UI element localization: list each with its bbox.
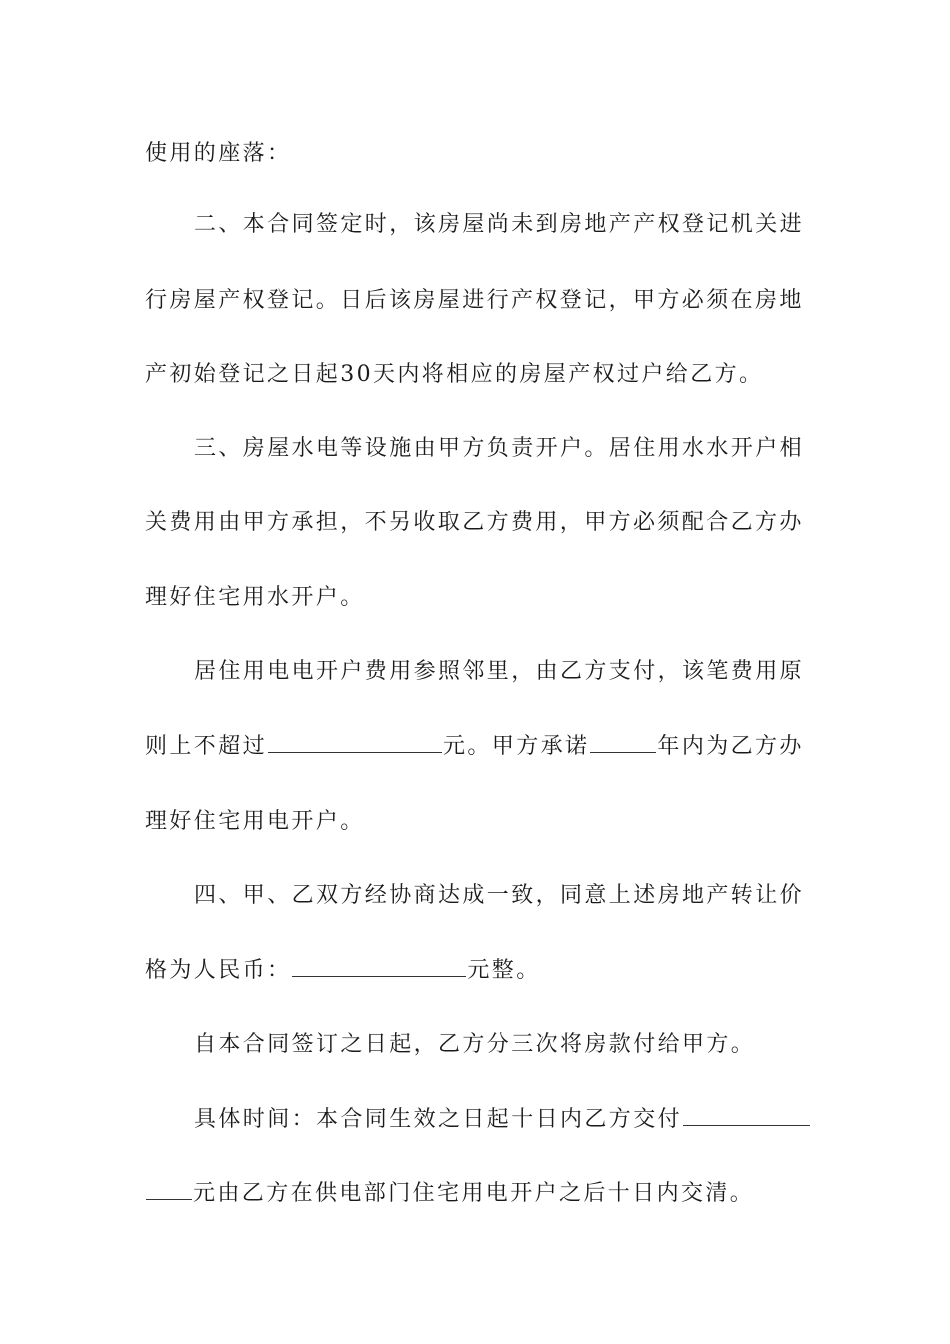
paragraph-4-start: 四、甲、乙双方经协商达成一致，同意上述房地产转让价 (194, 883, 805, 908)
text-line: 理好住宅用电开户。 (145, 809, 365, 834)
text-line: 行房屋产权登记。日后该房屋进行产权登记，甲方必须在房地 (145, 288, 804, 313)
fill-in-blank-first-payment (683, 1107, 810, 1126)
text-line-with-blanks: 则上不超过 元。甲方承诺 年内为乙方办 (145, 734, 804, 759)
paragraph-schedule-start: 具体时间：本合同生效之日起十日内乙方交付 (194, 1105, 810, 1135)
paragraph-electricity-start: 居住用电电开户费用参照邻里，由乙方支付，该笔费用原 (194, 659, 805, 684)
fill-in-blank-years (590, 734, 656, 753)
text-line: 产初始登记之日起30天内将相应的房屋产权过户给乙方。 (145, 362, 764, 387)
text-line: 使用的座落： (145, 141, 292, 166)
paragraph-2-start: 二、本合同签定时，该房屋尚未到房地产产权登记机关进 (194, 212, 805, 237)
paragraph-3-start: 三、房屋水电等设施由甲方负责开户。居住用水水开户相 (194, 436, 805, 461)
text-line-with-blank: 格为人民币： 元整。 (145, 958, 541, 983)
text-line-with-blank: 元由乙方在供电部门住宅用电开户之后十日内交清。 (145, 1179, 810, 1209)
fill-in-blank-amount (268, 734, 442, 753)
text-line: 关费用由甲方承担，不另收取乙方费用，甲方必须配合乙方办 (145, 510, 804, 535)
text-line: 理好住宅用水开户。 (145, 585, 365, 610)
fill-in-blank-price (292, 958, 466, 977)
paragraph-payment-start: 自本合同签订之日起，乙方分三次将房款付给甲方。 (194, 1032, 756, 1057)
fill-in-blank-first-payment-cont (146, 1181, 192, 1200)
